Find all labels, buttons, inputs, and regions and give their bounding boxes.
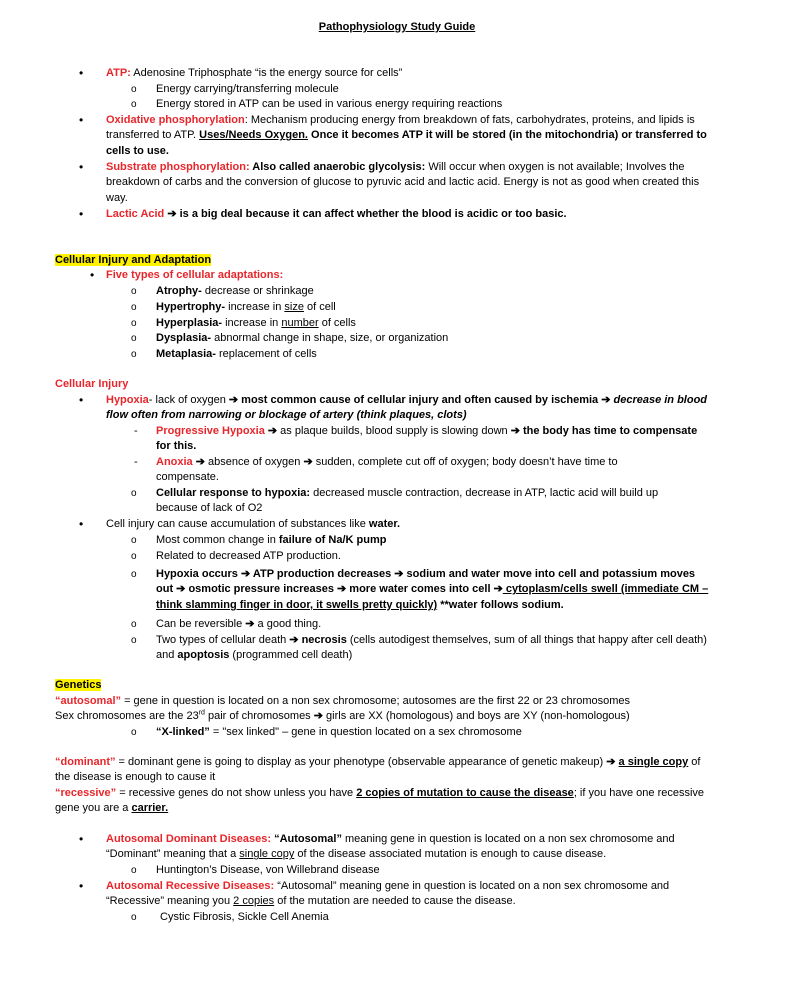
sub-bullet (131, 316, 137, 331)
ar-examples: Cystic Fibrosis, Sickle Cell Anemia (160, 911, 329, 923)
sub-bullet (131, 567, 137, 582)
arrow-icon: ➔ (313, 710, 323, 722)
sub-bullet (131, 347, 137, 362)
accum-sub-1: Most common change in failure of Na/K pump (156, 534, 387, 546)
arrow-icon: ➔ (245, 618, 255, 630)
autosomal-dominant-item: Autosomal Dominant Diseases: “Autosomal” meaning gene in question is located on a non sex chromosome and “Dominant” meaning that a single copy of the disease associated mutation is enough to cause disease. (106, 833, 675, 861)
oxphos-item: Oxidative phosphorylation: Mechanism producing energy from breakdown of fats, carbohydrates, proteins, and lipids is transferred to ATP. Uses/Needs Oxygen. Once it becomes ATP it will be stored (in the mitochondria) or transferred to cells to use. (106, 114, 707, 157)
arrow-icon: ➔ (303, 456, 313, 468)
accum-sub-2: Related to decreased ATP production. (156, 550, 341, 562)
sub-bullet (131, 633, 137, 648)
sub-bullet (131, 300, 137, 315)
sub-bullet (131, 617, 137, 632)
sub-bullet (131, 533, 137, 548)
dash-bullet (134, 424, 138, 439)
sub-bullet (131, 725, 137, 740)
xlinked-def: “X-linked” = "sex linked" – gene in question located on a sex chromosome (156, 726, 522, 738)
bullet (79, 113, 83, 129)
adaptation-dysplasia: Dysplasia- abnormal change in shape, size, or organization (156, 332, 449, 344)
arrow-icon: ➔ (289, 634, 299, 646)
sub-bullet (131, 549, 137, 564)
arrow-icon: ➔ (267, 425, 278, 437)
arrow-icon: ➔ (601, 394, 611, 406)
accumulation-item: Cell injury can cause accumulation of substances like water. (106, 518, 401, 530)
section-heading-adaptation: Cellular Injury and Adaptation (55, 254, 212, 266)
arrow-icon: ➔ (493, 583, 503, 596)
sub-bullet (131, 863, 137, 878)
dash-bullet (134, 455, 138, 470)
bullet (79, 879, 83, 895)
dominant-def: “dominant” = dominant gene is going to display as your phenotype (observable appearance of genetic makeup) ➔ a single copy of the disease is enough to cause it (55, 756, 701, 784)
bullet (79, 393, 83, 409)
sub-bullet (131, 82, 137, 97)
bullet (79, 832, 83, 848)
bullet (79, 66, 83, 82)
hypoxia-response: Cellular response to hypoxia: decreased muscle contraction, decrease in ATP, lactic acid will build up because of lack of O2 (156, 487, 659, 515)
atp-sub-1: Energy carrying/transferring molecule (156, 83, 339, 95)
adaptation-atrophy: Atrophy- decrease or shrinkage (156, 285, 314, 297)
hypoxia-item: Hypoxia- lack of oxygen ➔ most common cause of cellular injury and often caused by ischemia ➔ decrease in blood flow often from narrowing or blockage of artery (think plaques, clots) (106, 394, 708, 422)
bullet (79, 517, 83, 533)
progressive-hypoxia: Progressive Hypoxia ➔ as plaque builds, blood supply is slowing down ➔ the body has time to compensate for this. (156, 425, 698, 453)
accum-sub-3: Hypoxia occurs ➔ ATP production decreases ➔ sodium and water move into cell and potassium moves out ➔ osmotic pressure increases ➔ more water comes into cell ➔ cytoplasm/cells swell (immediate CM – think slamming finger in door, it swells pretty quickly) **water follows sodium. (156, 568, 709, 611)
accum-sub-4: Can be reversible ➔ a good thing. (156, 618, 322, 630)
arrow-icon: ➔ (606, 756, 616, 768)
section-heading-cellular-injury: Cellular Injury (55, 378, 129, 390)
subphos-item: Substrate phosphorylation: Also called anaerobic glycolysis: Will occur when oxygen is not available; Involves the breakdown of carbs and the conversion of glucose to pyruvic acid and lactic acid. Energy is not as good when created this way. (106, 161, 700, 204)
sub-bullet (131, 910, 137, 925)
arrow-icon: ➔ (394, 568, 404, 580)
ad-examples: Huntington’s Disease, von Willebrand disease (156, 864, 380, 876)
anoxia: Anoxia ➔ absence of oxygen ➔ sudden, complete cut off of oxygen; body doesn’t have time to compensate. (156, 456, 618, 484)
arrow-icon: ➔ (195, 456, 205, 468)
arrow-icon: ➔ (510, 425, 520, 437)
sub-bullet (131, 331, 137, 346)
autosomal-def: “autosomal” = gene in question is located on a non sex chromosome; autosomes are the first 22 or 23 chromosomes (55, 695, 631, 707)
sub-bullet (131, 97, 137, 112)
sex-chromosomes: Sex chromosomes are the 23rd pair of chromosomes ➔ girls are XX (homologous) and boys are XY (non-homologous) (55, 709, 630, 722)
sub-bullet (131, 486, 137, 501)
arrow-icon: ➔ (167, 208, 177, 220)
arrow-icon: ➔ (228, 394, 239, 406)
lactic-item: Lactic Acid ➔ is a big deal because it can affect whether the blood is acidic or too basic. (106, 208, 567, 220)
section-heading-genetics: Genetics (55, 679, 102, 691)
page-title: Pathophysiology Study Guide (318, 21, 476, 33)
arrow-icon: ➔ (337, 583, 347, 596)
adaptation-hyperplasia: Hyperplasia- increase in number of cells (156, 317, 356, 329)
adaptation-metaplasia: Metaplasia- replacement of cells (156, 348, 317, 360)
adaptation-hypertrophy: Hypertrophy- increase in size of cell (156, 301, 336, 313)
five-types-heading: Five types of cellular adaptations: (106, 269, 284, 281)
sub-bullet (131, 284, 137, 299)
atp-sub-2: Energy stored in ATP can be used in various energy requiring reactions (156, 98, 503, 110)
recessive-def: “recessive” = recessive genes do not show unless you have 2 copies of mutation to cause the disease; if you have one recessive gene you are a carrier. (55, 787, 705, 815)
bullet (90, 268, 94, 284)
autosomal-recessive-item: Autosomal Recessive Diseases: “Autosomal” meaning gene in question is located on a non sex chromosome and “Recessive” meaning you 2 copies of the mutation are needed to cause the disease. (106, 880, 670, 908)
accum-sub-5: Two types of cellular death ➔ necrosis (cells autodigest themselves, sum of all things that happy after cell death) and apoptosis (programmed cell death) (156, 634, 707, 662)
arrow-icon: ➔ (240, 568, 251, 580)
arrow-icon: ➔ (176, 583, 186, 596)
atp-item: ATP: Adenosine Triphosphate “is the energy source for cells” (106, 67, 403, 79)
bullet (79, 207, 83, 223)
bullet (79, 160, 83, 176)
